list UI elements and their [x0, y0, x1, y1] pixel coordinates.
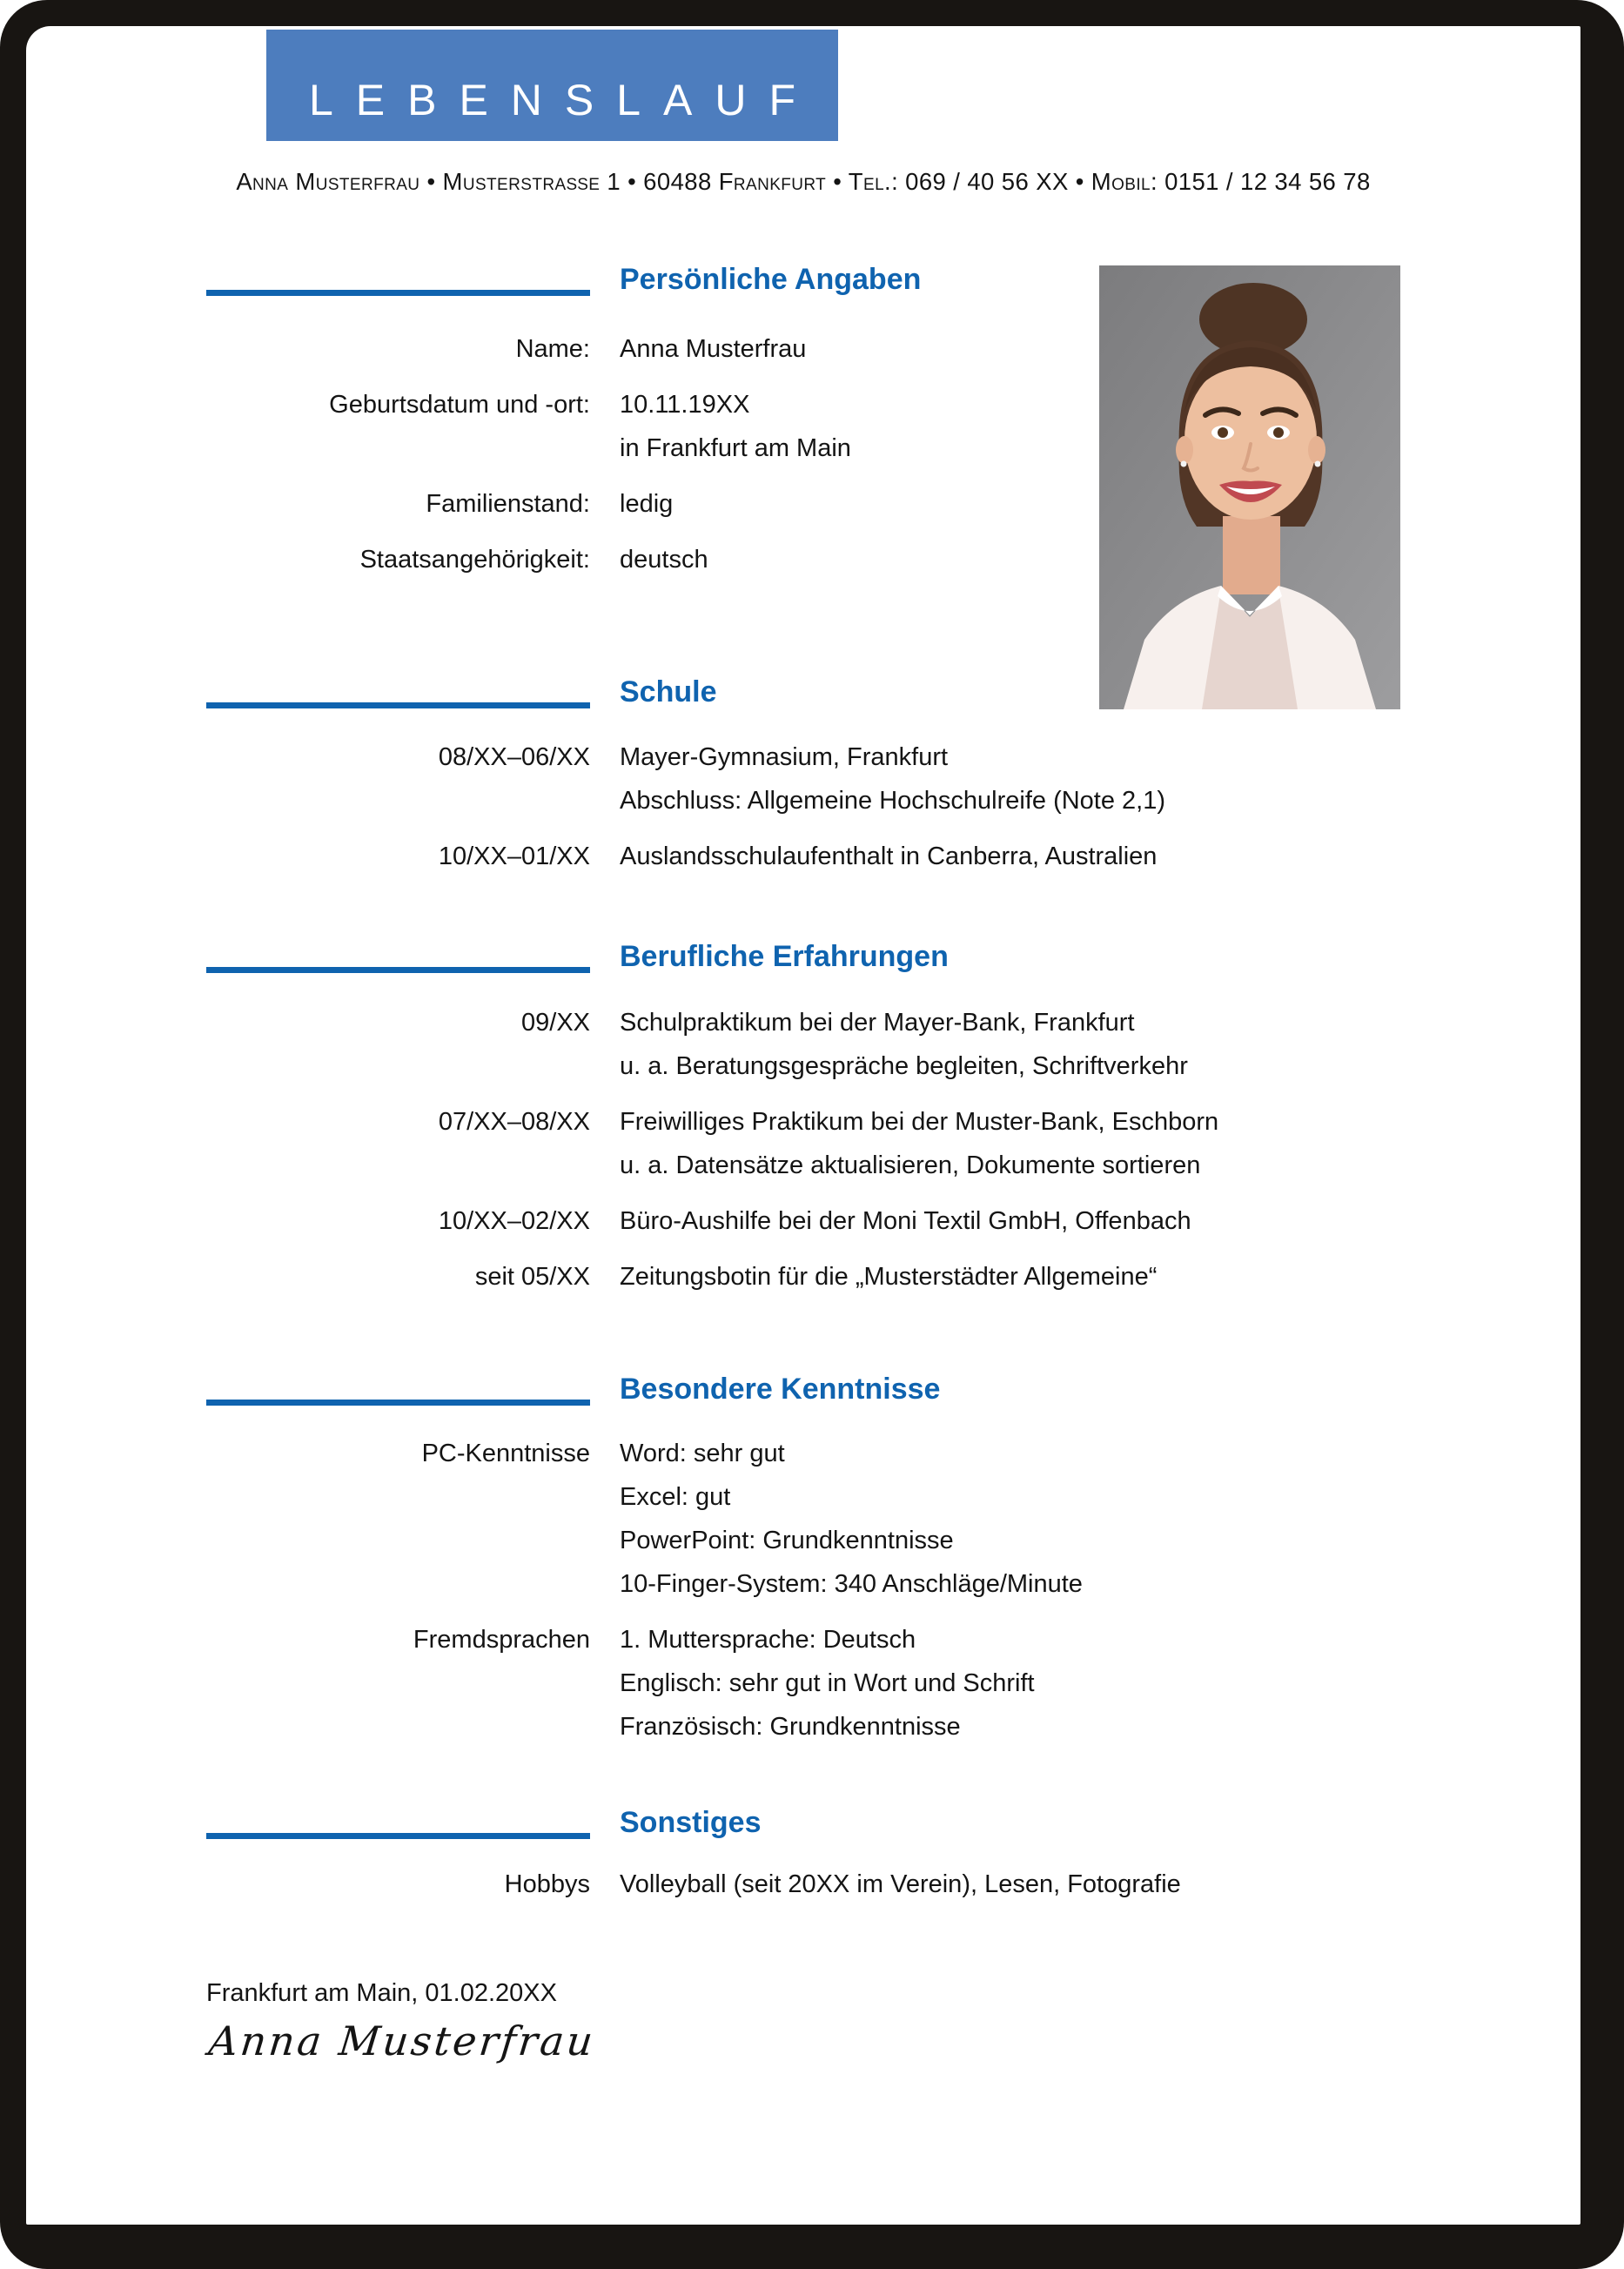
value-line: 1. Muttersprache: Deutsch: [620, 1626, 916, 1654]
row-values: [620, 1863, 1580, 1906]
row-label: Fremdsprachen: [413, 1626, 590, 1654]
portrait-photo: [1099, 265, 1400, 709]
value-line: Englisch: sehr gut in Wort und Schrift: [620, 1669, 1035, 1697]
heading-rule: [206, 1400, 590, 1406]
row-label: Staatsangehörigkeit:: [359, 546, 590, 574]
row-label: 09/XX: [521, 1009, 590, 1037]
value-line: in Frankfurt am Main: [620, 434, 851, 462]
row-label: PC-Kenntnisse: [421, 1440, 590, 1467]
row-label: Hobbys: [504, 1870, 590, 1898]
value-line: Schulpraktikum bei der Mayer-Bank, Frankfurt: [620, 1009, 1135, 1037]
row-values: [620, 1100, 1580, 1187]
place-and-date: Frankfurt am Main, 01.02.20XX: [206, 1979, 557, 2007]
cv-row: [206, 1618, 1580, 1749]
row-values: [620, 1255, 1580, 1299]
value-line: Abschluss: Allgemeine Hochschulreife (Note 2,1): [620, 787, 1166, 815]
row-label: 10/XX–02/XX: [438, 1207, 590, 1235]
section-rows: [26, 1001, 1580, 1299]
cv-page: [26, 26, 1580, 2225]
row-values: [620, 735, 1580, 822]
row-values: [620, 1001, 1580, 1088]
section-rows: [26, 735, 1580, 878]
value-line: Büro-Aushilfe bei der Moni Textil GmbH, Offenbach: [620, 1207, 1191, 1235]
value-line: Excel: gut: [620, 1483, 731, 1511]
signature: Anna Musterfrau: [206, 2017, 598, 2064]
section-heading-label: Berufliche Erfahrungen: [620, 940, 949, 973]
section-heading-label: Persönliche Angaben: [620, 263, 922, 296]
cv-row: [206, 1100, 1580, 1187]
row-values: [620, 1199, 1580, 1243]
section-heading: [206, 1802, 1580, 1843]
value-line: u. a. Datensätze aktualisieren, Dokumente sortieren: [620, 1151, 1201, 1179]
row-label: Name:: [515, 335, 590, 363]
row-label: 10/XX–01/XX: [438, 842, 590, 870]
heading-rule: [206, 290, 590, 296]
value-line: 10-Finger-System: 340 Anschläge/Minute: [620, 1570, 1083, 1598]
value-line: Word: sehr gut: [620, 1440, 785, 1467]
heading-rule: [206, 702, 590, 708]
value-line: Freiwilliges Praktikum bei der Muster-Bank, Eschborn: [620, 1108, 1219, 1136]
cv-row: [206, 835, 1580, 878]
page-title: LEBENSLAUF: [308, 76, 819, 124]
section-heading: [206, 1369, 1580, 1409]
value-line: 10.11.19XX: [620, 391, 750, 419]
portrait-photo-graphic: [1099, 265, 1400, 709]
cv-section: [26, 936, 1580, 1299]
title-banner: [266, 30, 838, 141]
heading-rule: [206, 1833, 590, 1839]
cv-section: [26, 1802, 1580, 1906]
value-line: u. a. Beratungsgespräche begleiten, Schriftverkehr: [620, 1052, 1188, 1080]
cv-row: [206, 1255, 1580, 1299]
contact-line: Anna Musterfrau • Musterstraße 1 • 60488 Frankfurt • Tel.: 069 / 40 56 XX • Mobil: 0151 / 12 34 56 78: [236, 168, 1371, 195]
row-label: seit 05/XX: [474, 1263, 590, 1291]
value-line: ledig: [620, 490, 674, 518]
section-heading-label: Sonstiges: [620, 1806, 762, 1839]
value-line: deutsch: [620, 546, 708, 574]
value-line: Zeitungsbotin für die „Musterstädter Allgemeine“: [620, 1263, 1158, 1291]
row-label: 07/XX–08/XX: [438, 1108, 590, 1136]
footer: [206, 1971, 1580, 2067]
value-line: PowerPoint: Grundkenntnisse: [620, 1527, 954, 1554]
cv-row: [206, 1001, 1580, 1088]
row-label: 08/XX–06/XX: [438, 743, 590, 771]
heading-rule: [206, 967, 590, 973]
row-values: [620, 1618, 1580, 1749]
section-rows: [26, 1432, 1580, 1749]
value-line: Französisch: Grundkenntnisse: [620, 1713, 961, 1741]
value-line: Anna Musterfrau: [620, 335, 807, 363]
row-values: [620, 835, 1580, 878]
row-label: Familienstand:: [426, 490, 590, 518]
section-heading-label: Besondere Kenntnisse: [620, 1373, 941, 1406]
cv-row: [206, 1432, 1580, 1606]
section-rows: [26, 1863, 1580, 1906]
cv-row: [206, 735, 1580, 822]
value-line: Volleyball (seit 20XX im Verein), Lesen, Fotografie: [620, 1870, 1181, 1898]
cv-row: [206, 1863, 1580, 1906]
cv-row: [206, 1199, 1580, 1243]
section-heading-label: Schule: [620, 675, 717, 708]
row-label: Geburtsdatum und -ort:: [329, 391, 590, 419]
cv-section: [26, 1369, 1580, 1749]
value-line: Auslandsschulaufenthalt in Canberra, Australien: [620, 842, 1158, 870]
row-values: [620, 1432, 1580, 1606]
value-line: Mayer-Gymnasium, Frankfurt: [620, 743, 949, 771]
section-heading: [206, 936, 1580, 977]
